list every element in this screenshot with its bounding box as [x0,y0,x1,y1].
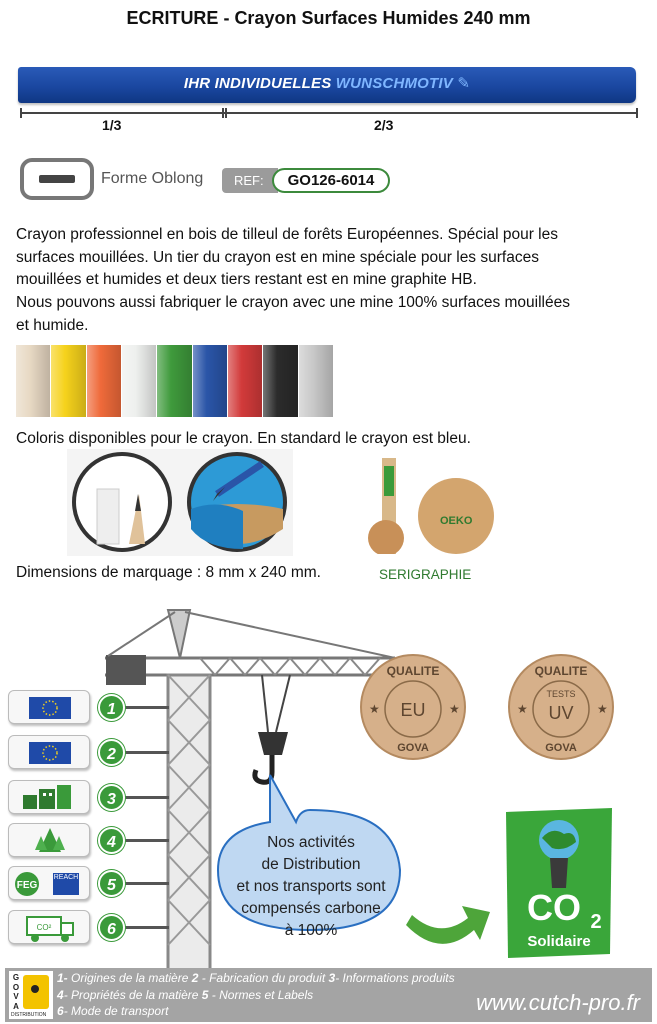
gova-logo-bottom: DISTRIBUTION [11,1012,47,1018]
pencil-imprint-part2: WUNSCHMOTIV [335,75,453,92]
info-item-number: 5 [98,870,125,897]
pen-brush-icon: ✎ [457,75,471,92]
color-swatch [299,345,333,417]
serigraphie-image [360,456,500,554]
badge-eu-top: QUALITE [386,664,440,678]
info-item-box [8,823,90,857]
footer-line-3: 6- Mode de transport [57,1004,169,1018]
svg-text:★: ★ [449,702,460,716]
reference-badge [222,168,390,193]
info-item-box [8,735,90,769]
info-item-box [8,866,90,900]
quality-eu-badge [357,653,469,761]
svg-text:REACH: REACH [53,874,79,881]
svg-text:CO²: CO² [36,923,52,932]
gova-letter: V [13,992,19,1001]
shape-label: Forme Oblong [101,170,204,187]
description-line: mouillées et humides et deux tiers restant est en mine graphite HB. [16,271,477,289]
info-item-arm [125,796,169,799]
footer-legend [57,970,455,1020]
description-line: Crayon professionnel en bois de tilleul de forêts Européennes. Spécial pour les [16,226,558,243]
description-line: Nous pouvons aussi fabriquer le crayon avec une mine 100% surfaces mouillées [16,294,570,312]
info-item-box [8,690,90,724]
quality-uv-badge [505,653,617,761]
co2-main: CO [527,887,581,928]
gova-letter: G [12,973,20,982]
info-item-arm [125,839,169,842]
eu-flag-icon [9,736,91,770]
info-item-number: 3 [98,784,125,811]
gova-letter: O [12,982,20,992]
color-swatch [193,345,227,417]
truck-icon [9,911,91,945]
gova-logo [9,971,53,1019]
gova-letter: A [13,1001,19,1011]
website-link[interactable]: www.cutch-pro.fr [476,990,640,1015]
info-item-arm [125,882,169,885]
info-item-arm [125,751,169,754]
page-title: ECRITURE - Crayon Surfaces Humides 240 mm [126,8,531,28]
svg-text:★: ★ [597,702,608,716]
info-item-number: 2 [98,739,125,766]
oblong-shape-icon [20,158,94,200]
badge-uv-top: QUALITE [534,664,588,678]
color-swatch [51,345,85,417]
tree-icon [9,824,91,858]
footer-line-1: 1- Origines de la matière 2 - Fabrication du produit 3- Informations produits [57,971,455,985]
co2-sub: 2 [590,911,602,933]
third-two-label: 2/3 [374,117,394,133]
co2-solidaire-logo [504,808,614,958]
info-item-arm [125,706,169,709]
svg-text:★: ★ [517,702,528,716]
carbon-offset-message [222,832,400,942]
reference-value: GO126-6014 [272,168,391,193]
marking-dimension-image [67,449,293,556]
footer [5,968,652,1022]
marking-method: SERIGRAPHIE [379,567,472,582]
bubble-line: compensés carbone [241,900,381,917]
reference-tag: REF: [222,168,278,193]
product-description [16,224,641,338]
description-line: et humide. [16,316,89,334]
info-item-box [8,910,90,944]
info-item-number: 6 [98,914,125,941]
color-swatch [228,345,262,417]
pencil-imprint-part1: IHR INDIVIDUELLES [183,75,332,92]
bubble-line: Nos activités [267,834,355,851]
info-item-box [8,780,90,814]
info-item-number: 1 [98,694,125,721]
pencil-image [18,67,636,103]
pencil-imprint [18,74,636,92]
color-swatch [16,345,50,417]
svg-text:★: ★ [369,702,380,716]
badge-eu-bottom: GOVA [397,742,429,754]
description-line: surfaces mouillées. Un tier du crayon est en mine spéciale pour les surfaces [16,248,539,266]
colors-caption: Coloris disponibles pour le crayon. En standard le crayon est bleu. [16,430,471,447]
factory-icon [9,781,91,815]
bubble-line: à 100% [284,922,338,939]
svg-text:FEG: FEG [16,880,38,891]
footer-line-2: 4- Propriétés de la matière 5 - Normes et Labels [57,987,314,1002]
info-item-number: 4 [98,827,125,854]
color-swatch [263,345,297,417]
badge-uv-mid: TESTS [546,689,576,699]
badge-uv-bottom: GOVA [545,742,577,754]
co2-label: Solidaire [527,933,591,950]
marking-dimensions: Dimensions de marquage : 8 mm x 240 mm. [16,564,321,581]
badge-eu-center: EU [400,700,426,720]
feg-reach-icon [9,867,91,901]
color-swatch [122,345,156,417]
color-swatch [157,345,191,417]
info-item-arm [125,926,169,929]
svg-text:OEKO: OEKO [440,515,473,527]
eu-flag-icon [9,691,91,725]
badge-uv-center: UV [548,703,574,723]
bubble-line: et nos transports sont [236,878,386,895]
color-swatch [87,345,121,417]
color-swatches [16,345,333,417]
bubble-line: de Distribution [261,856,361,873]
third-one-label: 1/3 [102,117,122,133]
